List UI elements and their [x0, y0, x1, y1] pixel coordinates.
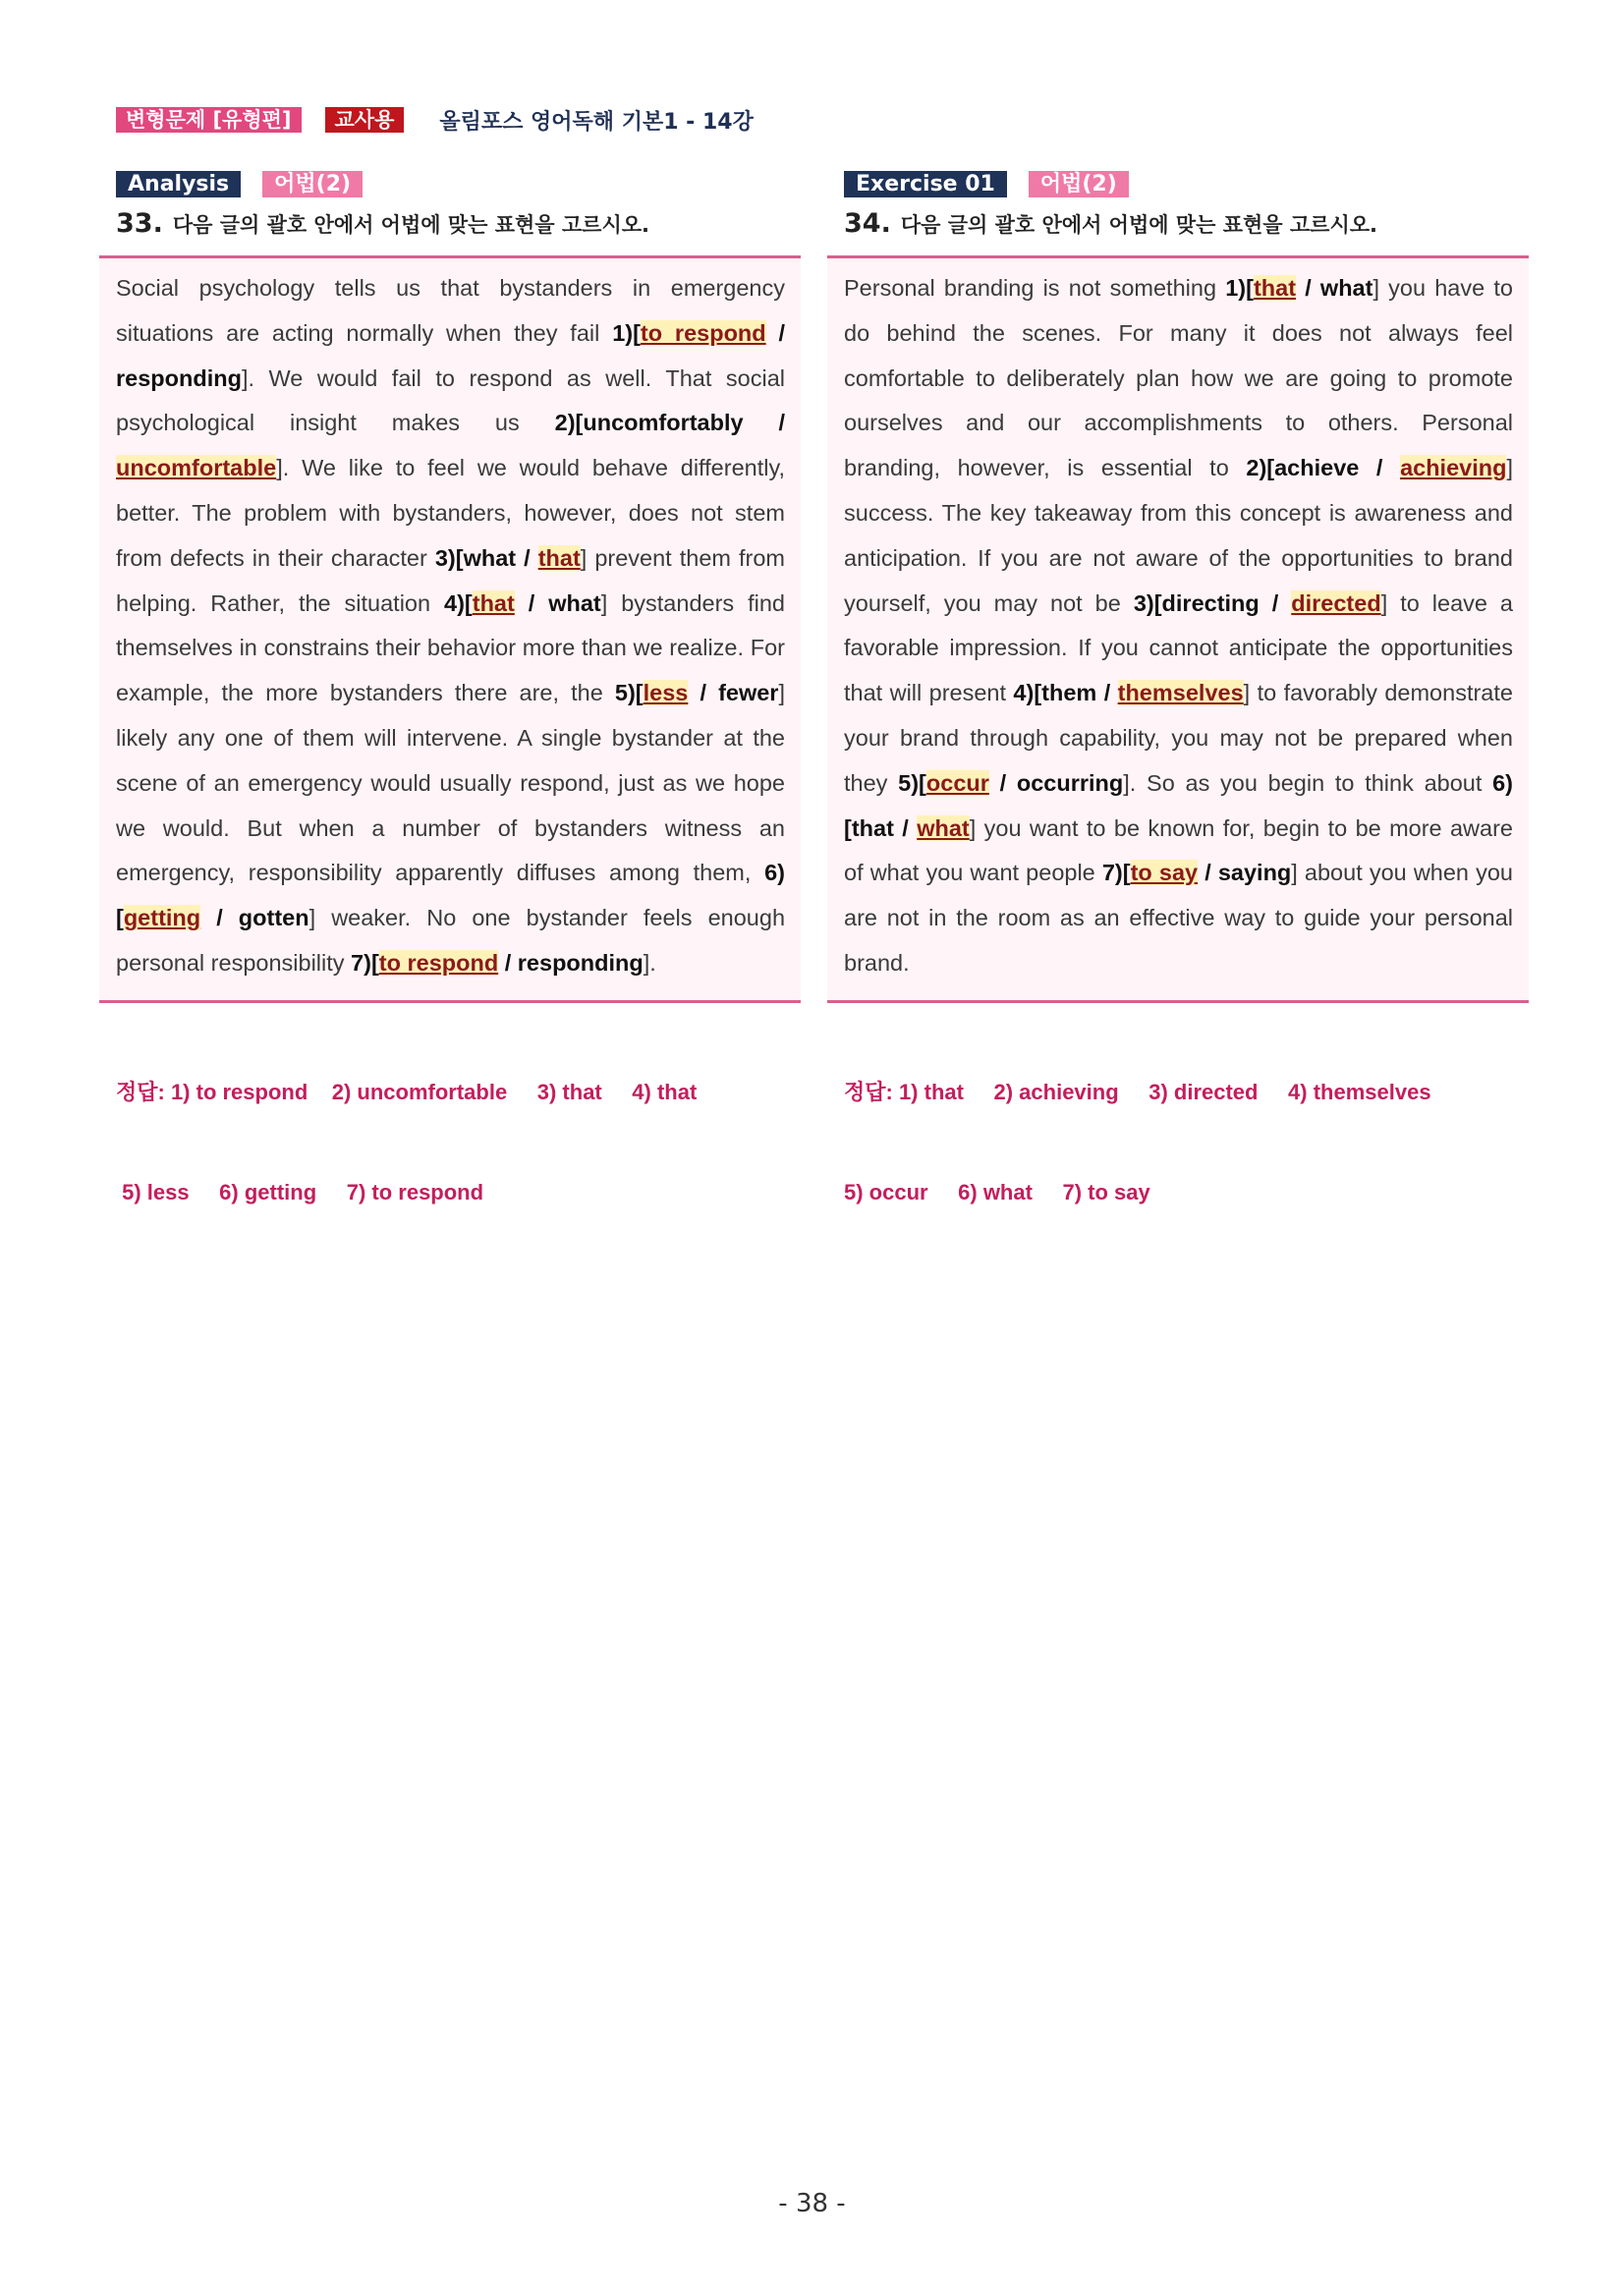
- answer-choice: getting: [123, 905, 201, 931]
- answer-choice: that: [537, 544, 581, 571]
- choice-bracket: 7)[: [351, 949, 379, 976]
- choice-bracket: 3)[directing /: [1133, 589, 1292, 616]
- passage-text: ]. So as you begin to think about: [1123, 769, 1493, 796]
- choice-bracket: 5)[: [614, 680, 644, 706]
- passage-text: ] likely any one of them will intervene. A single bystander at the scene of an emergency would usually respond, just as we hope we would. But when a number of bystanders witness an emergency, responsibility apparently diffuses among them,: [116, 680, 785, 886]
- left-column: [99, 169, 801, 1276]
- answer-key: [844, 1009, 1529, 1276]
- choice-bracket: 4)[: [444, 589, 473, 616]
- answer-line-2: 5) occur 6) what 7) to say: [844, 1179, 1150, 1204]
- passage-text: ]. We like to feel we would behave differently, better. The problem with bystanders, however, does not stem from defects in their character: [116, 455, 785, 571]
- choice-bracket: / what: [1296, 275, 1373, 301]
- passage-text: ]. We would fail to respond as well. That social psychological insight makes us: [116, 364, 785, 436]
- passage-text: ].: [643, 949, 656, 976]
- question-heading: [116, 208, 801, 242]
- choice-bracket: 2)[achieve /: [1246, 455, 1401, 481]
- choice-bracket: / fewer: [688, 680, 779, 706]
- section-labels: [844, 169, 1529, 198]
- passage-text: ] about you when you are not in the room as an effective way to guide your personal brand.: [844, 860, 1513, 976]
- question-number: 33.: [116, 208, 163, 239]
- choice-bracket: 6)[: [116, 860, 785, 931]
- grammar-tag: 어법(2): [262, 171, 363, 197]
- page-number: - 38 -: [778, 2189, 846, 2218]
- choice-bracket: 6)[that /: [844, 769, 1514, 841]
- choice-bracket: / saying: [1198, 860, 1292, 886]
- answer-line-2: 5) less 6) getting 7) to respond: [116, 1179, 484, 1204]
- answer-line-1: 정답: 1) that 2) achieving 3) directed 4) themselves: [844, 1079, 1431, 1104]
- choice-bracket: / responding: [116, 319, 785, 391]
- passage-text: ] bystanders find themselves in constrains their behavior more than we realize. For example, the more bystanders there are, the: [116, 589, 785, 706]
- answer-choice: to say: [1130, 860, 1199, 886]
- passage-text: ] you have to do behind the scenes. For many it does not always feel comfortable to deliberately plan how we are going to promote ourselves and our accomplishments to others. Personal branding, however, is essential to: [844, 275, 1513, 481]
- answer-choice: themselves: [1117, 680, 1244, 706]
- answer-choice: achieving: [1400, 455, 1507, 481]
- grammar-tag: 어법(2): [1029, 171, 1129, 197]
- passage-text: Personal branding is not something: [844, 275, 1226, 301]
- exercise-tag: Exercise 01: [844, 171, 1007, 197]
- answer-choice: that: [1253, 275, 1297, 301]
- choice-bracket: 5)[: [898, 769, 926, 796]
- question-instruction: 다음 글의 괄호 안에서 어법에 맞는 표현을 고르시오.: [900, 213, 1378, 237]
- passage-text: ] to favorably demonstrate your brand through capability, you may not be prepared when they: [844, 680, 1513, 796]
- answer-choice: less: [643, 680, 689, 706]
- choice-bracket: / gotten: [200, 905, 309, 931]
- document-header: [116, 106, 754, 134]
- section-labels: [116, 169, 801, 198]
- right-column: [827, 169, 1529, 1276]
- choice-bracket: / occurring: [988, 769, 1124, 796]
- passage-box: [99, 255, 801, 1003]
- answer-choice: to respond: [640, 319, 766, 346]
- answer-choice: what: [917, 814, 970, 841]
- answer-choice: uncomfortable: [116, 455, 277, 481]
- passage-text: Social psychology tells us that bystanders in emergency situations are acting normally when they fail: [116, 275, 785, 346]
- document-title: 올림포스 영어독해 기본1 - 14강: [439, 109, 754, 135]
- analysis-tag: Analysis: [116, 171, 241, 197]
- passage-text: ] to leave a favorable impression. If you cannot anticipate the opportunities that will present: [844, 589, 1514, 706]
- question-heading: [844, 208, 1529, 242]
- choice-bracket: / what: [514, 589, 601, 616]
- answer-choice: occur: [925, 769, 989, 796]
- choice-bracket: 4)[them /: [1013, 680, 1118, 706]
- answer-choice: that: [472, 589, 515, 616]
- choice-bracket: 7)[: [1101, 860, 1131, 886]
- passage-text: ] weaker. No one bystander feels enough personal responsibility: [116, 905, 786, 976]
- choice-bracket: 1)[: [612, 319, 641, 346]
- answer-key: [116, 1009, 801, 1276]
- choice-bracket: 2)[uncomfortably /: [554, 410, 785, 436]
- choice-bracket: 1)[: [1225, 275, 1254, 301]
- choice-bracket: / responding: [498, 949, 644, 976]
- question-instruction: 다음 글의 괄호 안에서 어법에 맞는 표현을 고르시오.: [172, 213, 650, 237]
- passage-text: ] success. The key takeaway from this concept is awareness and anticipation. If you are not aware of the opportunities to brand yourself, you may not be: [844, 455, 1513, 616]
- passage-text: ] you want to be known for, begin to be more aware of what you want people: [844, 814, 1513, 886]
- answer-choice: directed: [1291, 589, 1381, 616]
- teacher-badge: 교사용: [325, 107, 405, 133]
- answer-line-1: 정답: 1) to respond 2) uncomfortable 3) that 4) that: [116, 1079, 698, 1104]
- passage-text: ] prevent them from helping. Rather, the situation: [116, 544, 785, 616]
- choice-bracket: 3)[what /: [434, 544, 538, 571]
- question-number: 34.: [844, 208, 891, 239]
- variant-badge: 변형문제 [유형편]: [116, 107, 302, 133]
- answer-choice: to respond: [378, 949, 499, 976]
- passage-box: [827, 255, 1529, 1003]
